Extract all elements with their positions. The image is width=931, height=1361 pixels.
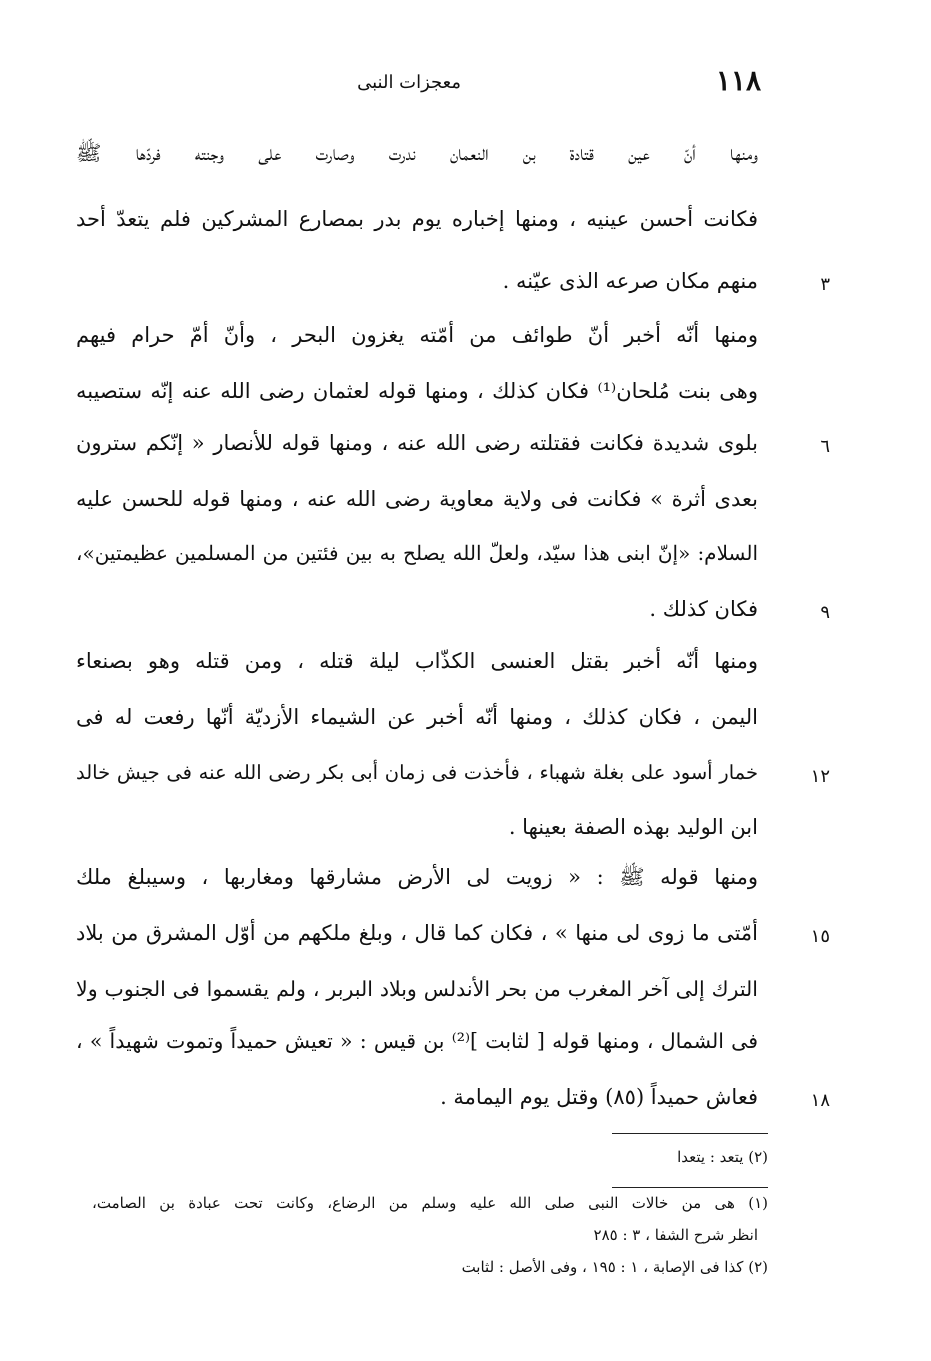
- text-line: ومنها أنّه أخبر بقتل العنسى الكذّاب ليلة قتله ، ومن قتله وهو بصنعاء: [76, 649, 758, 673]
- page-header: [70, 64, 761, 104]
- variant-note: (٢) يتعد : يتعدا: [677, 1148, 768, 1166]
- text-line: بعدى أثرة » فكانت فى ولاية معاوية رضى الله عنه ، ومنها قوله للحسن عليه: [76, 487, 758, 511]
- text-line: الترك إلى آخر المغرب من بحر الأندلس وبلاد البربر ، ولم يقسموا فى الجنوب ولا: [76, 977, 758, 1001]
- line-number: ٣: [820, 274, 830, 295]
- text-line: ومنها أنّ عين قتادة بن النعمان ندرت وصارت على وجنته فردّها ﷺ: [76, 141, 758, 165]
- text-line: اليمن ، فكان كذلك ، ومنها أنّه أخبر عن الشيماء الأزديّة أنّها رفعت له فى: [76, 705, 758, 729]
- line-number: ١٢: [810, 766, 830, 787]
- text-line: بلوى شديدة فكانت فقتلته رضى الله عنه ، ومنها قوله للأنصار « إنّكم سترون: [76, 431, 758, 455]
- text-line: ومنها أنّه أخبر أنّ طوائف من أمّته يغزون البحر ، وأنّ أمّ حرام فيهم: [76, 323, 758, 347]
- text-line: وهى بنت مُلحان⁽¹⁾ فكان كذلك ، ومنها قوله لعثمان رضى الله عنه إنّه ستصيبه: [76, 379, 758, 403]
- line-number: ١٨: [810, 1090, 830, 1111]
- text-line: ابن الوليد بهذه الصفة بعينها .: [508, 815, 758, 839]
- footnote-separator: [612, 1187, 768, 1188]
- text-line: خمار أسود على بغلة شهباء ، فأخذت فى زمان أبى بكر رضى الله عنه فى جيش خالد: [76, 761, 758, 784]
- line-number: ٩: [820, 602, 830, 623]
- page-number: ١١٨: [715, 64, 761, 97]
- text-line: فكان كذلك .: [649, 597, 758, 621]
- footnote-separator: [612, 1133, 768, 1134]
- text-line: أمّتى ما زوى لى منها » ، فكان كما قال ، وبلغ ملكهم من أوّل المشرق من بلاد: [76, 921, 758, 945]
- footnote-1: (١) هى من خالات النبى صلى الله عليه وسلم من الرضاع، وكانت تحت عبادة بن الصامت،: [92, 1194, 768, 1212]
- line-number: ٦: [820, 436, 830, 457]
- text-line: فى الشمال ، ومنها قوله [ لثابت ]⁽²⁾ بن قيس : « تعيش حميداً وتموت شهيداً » ،: [76, 1029, 759, 1053]
- line-number: ١٥: [810, 926, 830, 947]
- text-line: ومنها قوله ﷺ : « زويت لى الأرض مشارقها ومغاربها ، وسيبلغ ملك: [76, 865, 758, 889]
- text-line: فعاش حميداً (٨٥) وقتل يوم اليمامة .: [440, 1085, 758, 1109]
- text-line: السلام: «إنّ ابنى هذا سيّد، ولعلّ الله يصلح به بين فئتين من المسلمين عظيمتين»،: [76, 541, 758, 565]
- footnote-2: (٢) كذا فى الإصابة ، ١ : ١٩٥ ، وفى الأصل : لثابت: [461, 1258, 768, 1276]
- running-title: معجزات النبى: [357, 72, 461, 93]
- footnote-1-ref: انظر شرح الشفا ، ٣ : ٢٨٥: [593, 1226, 758, 1244]
- text-line: منهم مكان صرعه الذى عيّنه .: [502, 269, 758, 293]
- text-line: فكانت أحسن عينيه ، ومنها إخباره يوم بدر بمصارع المشركين فلم يتعدّ أحد: [76, 207, 758, 231]
